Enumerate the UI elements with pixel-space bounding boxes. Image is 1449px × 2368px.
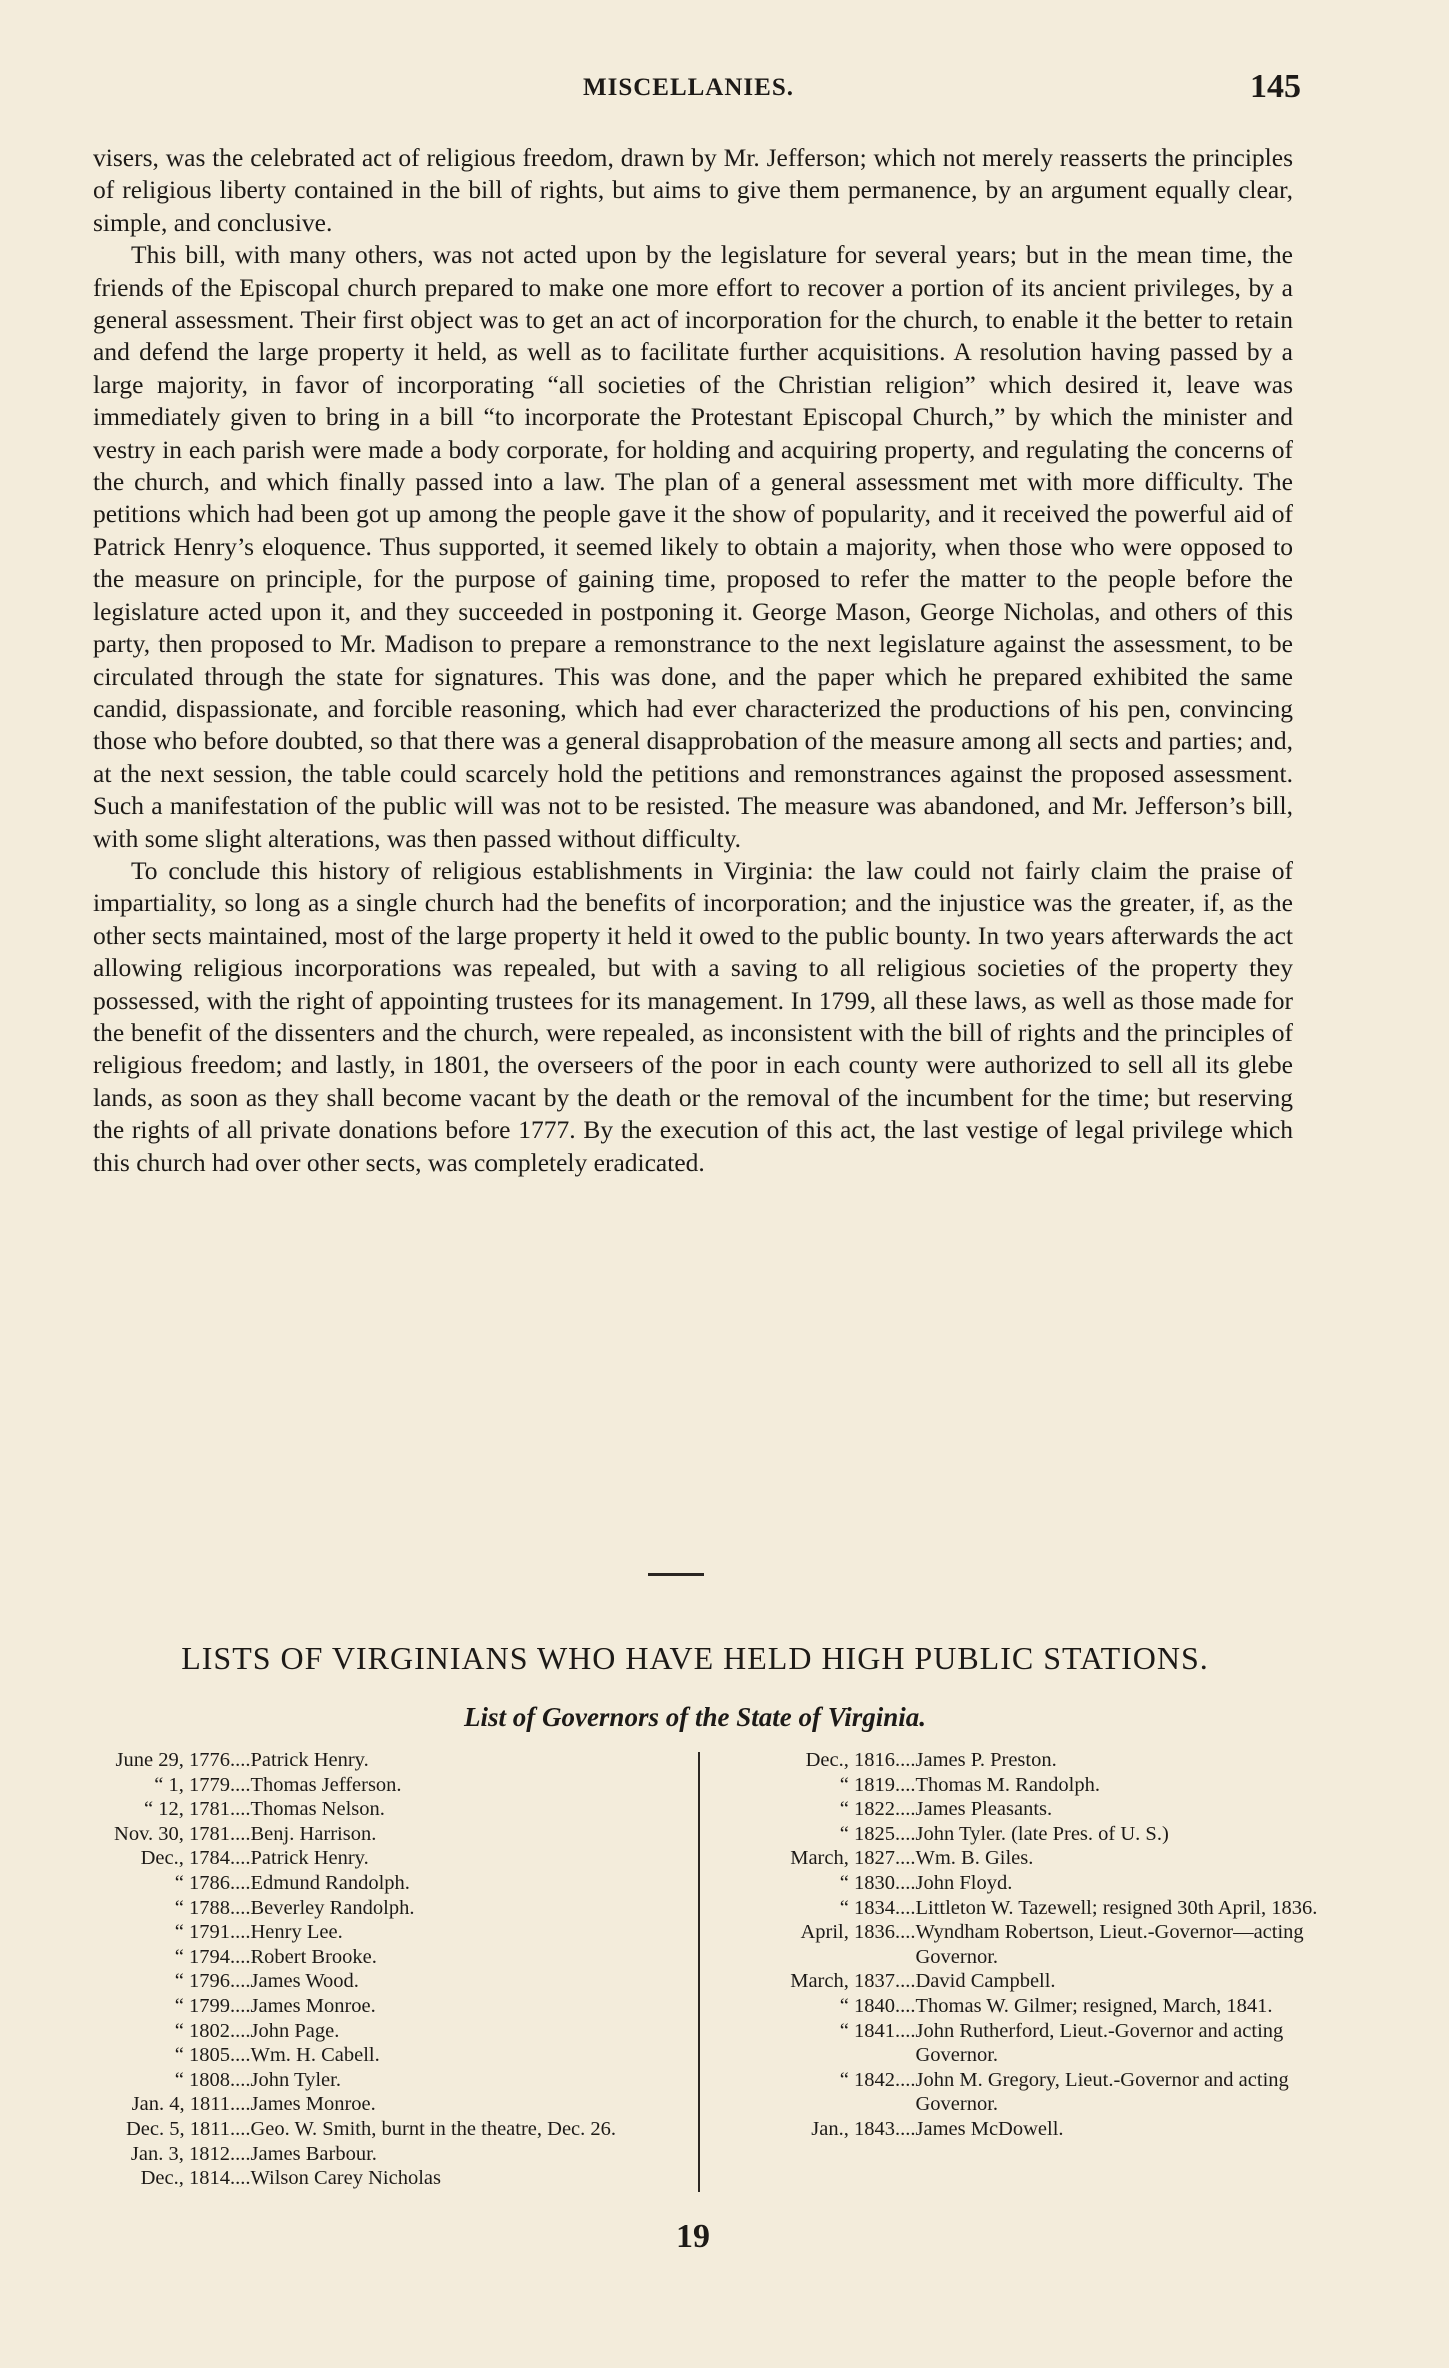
- governors-list-right: [720, 1748, 1320, 2142]
- list-item: “ 1805 .... Wm. H. Cabell.: [174, 2044, 380, 2067]
- list-item: “ 1842 .... John M. Gregory, Lieut.-Governor and acting Governor.: [839, 2068, 1289, 2116]
- section-heading: LISTS OF VIRGINIANS WHO HAVE HELD HIGH PUBLIC STATIONS.: [181, 1640, 1209, 1676]
- list-item: Jan. 4, 1811 .... James Monroe.: [131, 2093, 376, 2116]
- paragraph: To conclude this history of religious establishments in Virginia: the law could not fairly claim the praise of impartiality, so long as a single church had the benefits of incorporation; and the injustice was the greater, if, as the other sects maintained, most of the large property it held it owed to the public bounty. In two years afterwards the act allowing religious incorporations was repealed, but with a saving to all religious societies of the property they possessed, with the right of appointing trustees for its management. In 1799, all these laws, as well as those made for the benefit of the dissenters and the church, were repealed, as inconsistent with the bill of rights and the principles of religious freedom; and lastly, in 1801, the overseers of the poor in each county were authorized to sell all its glebe lands, as soon as they shall become vacant by the death or the removal of the incumbent for the time; but reserving the rights of all private donations before 1777. By the execution of this act, the last vestige of legal privilege which this church had over other sects, was completely eradicated.: [93, 855, 1293, 1177]
- list-item: “ 1788 .... Beverley Randolph.: [174, 1896, 415, 1919]
- list-item: “ 1791 .... Henry Lee.: [174, 1921, 343, 1944]
- list-item: “ 1841 .... John Rutherford, Lieut.-Governor and acting Governor.: [839, 2019, 1284, 2067]
- governors-list-left: [70, 1748, 690, 2191]
- list-item: April, 1836 .... Wyndham Robertson, Lieut.-Governor—acting Governor.: [800, 1921, 1304, 1968]
- list-item: “ 1796 .... James Wood.: [174, 1970, 359, 1993]
- section-divider-rule: [648, 1573, 704, 1576]
- list-item: “ 1819 .... Thomas M. Randolph.: [839, 1773, 1100, 1796]
- list-item: June 29, 1776 .... Patrick Henry.: [115, 1749, 369, 1771]
- list-item: Dec., 1816 .... James P. Preston.: [805, 1749, 1057, 1771]
- list-item: March, 1837 .... David Campbell.: [790, 1970, 1056, 1993]
- list-item: “ 1808 .... John Tyler.: [174, 2068, 341, 2091]
- running-head: MISCELLANIES.: [583, 74, 794, 101]
- list-item: “ 1802 .... John Page.: [174, 2019, 340, 2042]
- page-number: 145: [1250, 68, 1301, 105]
- list-item: “ 1799 .... James Monroe.: [174, 1994, 376, 2017]
- list-item: Dec., 1784 .... Patrick Henry.: [140, 1847, 369, 1870]
- list-item: “ 12, 1781 .... Thomas Nelson.: [144, 1798, 385, 1821]
- list-item: “ 1840 .... Thomas W. Gilmer; resigned, March, 1841.: [839, 1994, 1273, 2017]
- list-item: Dec., 1814 .... Wilson Carey Nicholas: [140, 2167, 441, 2190]
- list-item: “ 1834 .... Littleton W. Tazewell; resigned 30th April, 1836.: [839, 1896, 1318, 1919]
- paragraph: This bill, with many others, was not acted upon by the legislature for several years; but in the mean time, the friends of the Episcopal church prepared to make one more effort to recover a portion of its ancient privileges, by a general assessment. Their first object was to get an act of incorporation for the church, to enable it the better to retain and defend the large property it held, as well as to facilitate further acquisitions. A resolution having passed by a large majority, in favor of incorporating “all societies of the Christian religion” which desired it, leave was immediately given to bring in a bill “to incorporate the Protestant Episcopal Church,” by which the minister and vestry in each parish were made a body corporate, for holding and acquiring property, and regulating the concerns of the church, and which finally passed into a law. The plan of a general assessment met with more difficulty. The petitions which had been got up among the people gave it the show of popularity, and it received the powerful aid of Patrick Henry’s eloquence. Thus supported, it seemed likely to obtain a majority, when those who were opposed to the measure on principle, for the purpose of gaining time, proposed to refer the matter to the people before the legislature acted upon it, and they succeeded in postponing it. George Mason, George Nicholas, and others of this party, then proposed to Mr. Madison to prepare a remonstrance to the next legislature against the assessment, to be circulated through the state for signatures. This was done, and the paper which he prepared exhibited the same candid, dispassionate, and forcible reasoning, which had ever characterized the productions of his pen, convincing those who before doubted, so that there was a general disapprobation of the measure among all sects and parties; and, at the next session, the table could scarcely hold the petitions and remonstrances against the proposed assessment. Such a manifestation of the public will was not to be resisted. The measure was abandoned, and Mr. Jefferson’s bill, with some slight alterations, was then passed without difficulty.: [93, 240, 1293, 853]
- list-item: “ 1825 .... John Tyler. (late Pres. of U. S.): [839, 1822, 1169, 1845]
- page-header: [95, 68, 1301, 118]
- column-divider: [698, 1752, 700, 2192]
- list-item: Jan., 1843 .... James McDowell.: [811, 2117, 1064, 2140]
- list-item: “ 1822 .... James Pleasants.: [839, 1798, 1053, 1821]
- signature-mark: 19: [676, 2218, 710, 2255]
- paragraph: visers, was the celebrated act of religious freedom, drawn by Mr. Jefferson; which not merely reasserts the principles of religious liberty contained in the bill of rights, but aims to give them permanence, by an argument equally clear, simple, and conclusive.: [93, 143, 1293, 237]
- list-item: “ 1794 .... Robert Brooke.: [174, 1945, 377, 1968]
- list-title: List of Governors of the State of Virginia.: [463, 1702, 927, 1732]
- list-item: “ 1, 1779 .... Thomas Jefferson.: [154, 1773, 402, 1796]
- list-item: Jan. 3, 1812 .... James Barbour.: [130, 2142, 377, 2165]
- body-text: [93, 142, 1293, 1179]
- list-item: Dec. 5, 1811 .... Geo. W. Smith, burnt in the theatre, Dec. 26.: [126, 2117, 617, 2140]
- list-item: March, 1827 .... Wm. B. Giles.: [790, 1847, 1034, 1870]
- list-item: Nov. 30, 1781 .... Benj. Harrison.: [114, 1822, 377, 1845]
- list-item: “ 1786 .... Edmund Randolph.: [174, 1871, 410, 1894]
- list-item: “ 1830 .... John Floyd.: [839, 1871, 1013, 1894]
